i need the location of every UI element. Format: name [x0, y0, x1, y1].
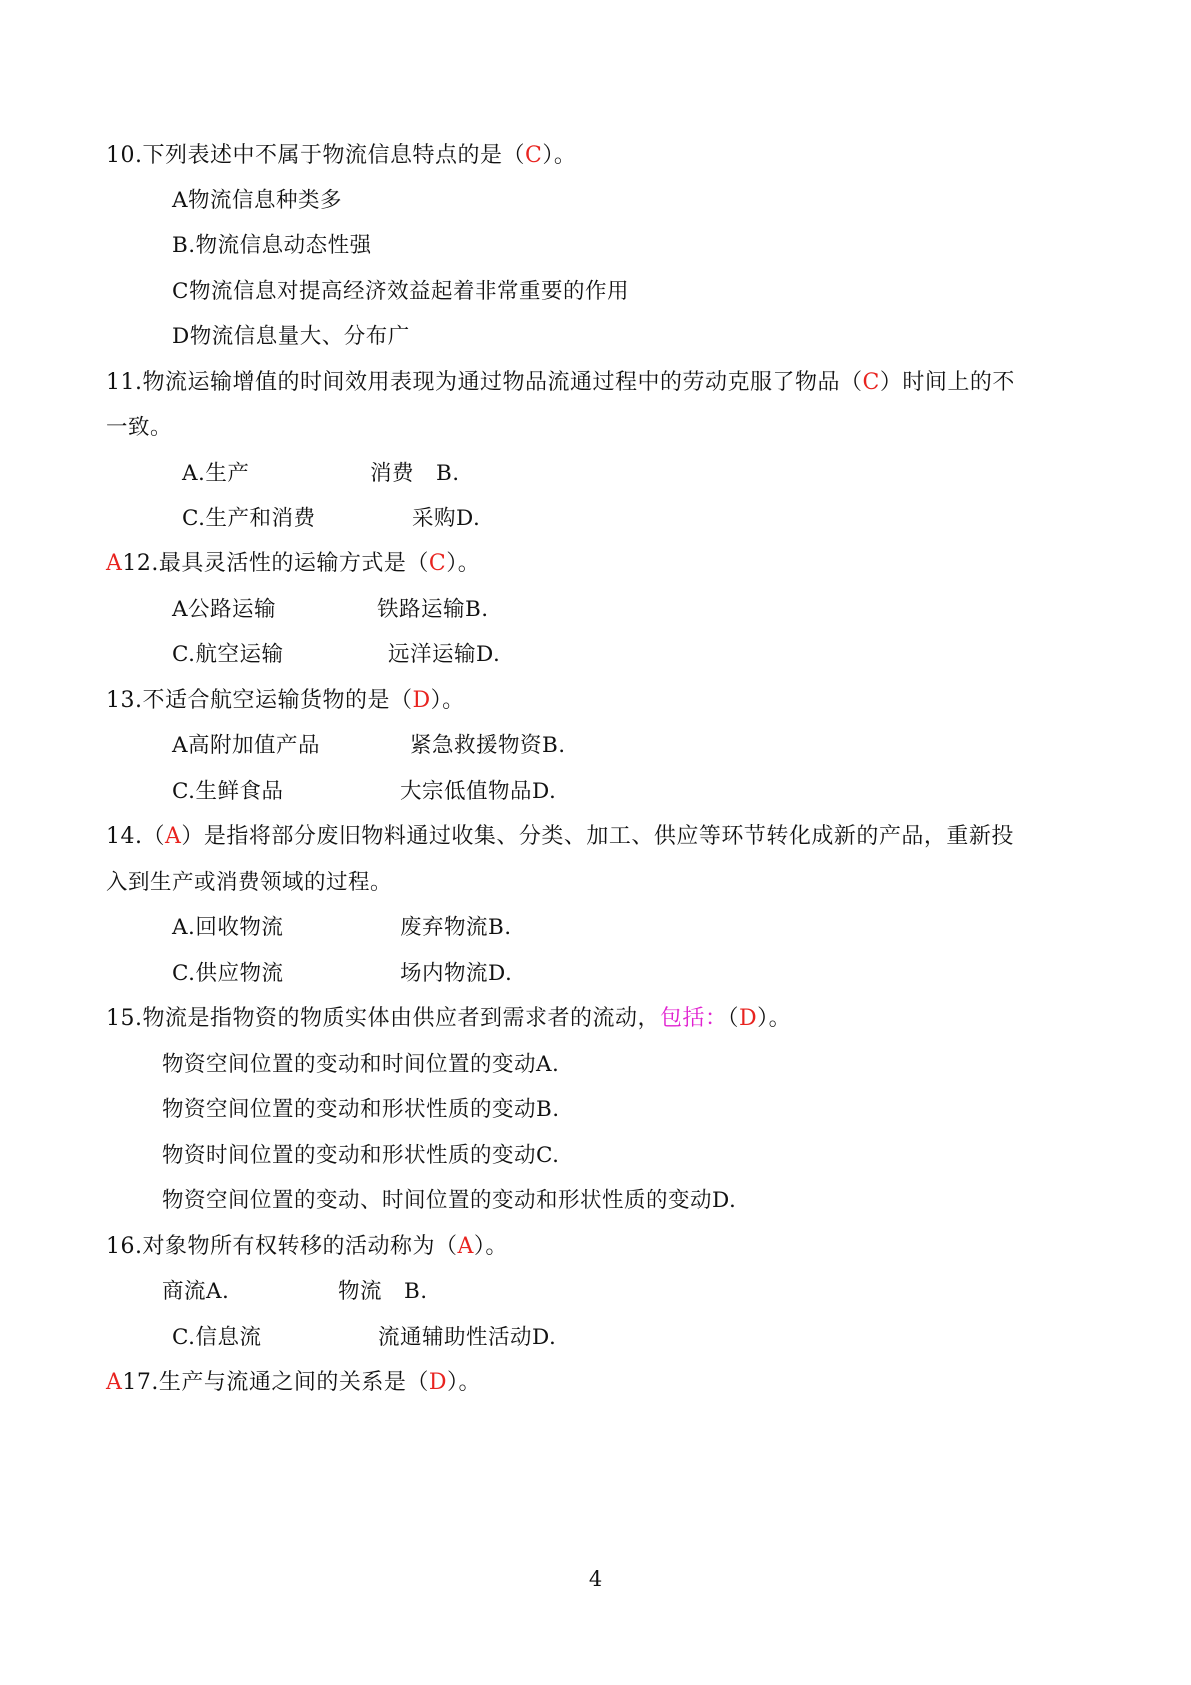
question-11-stem [106, 368, 1015, 398]
q10-option-c: C物流信息对提高经济效益起着非常重要的作用 [172, 279, 629, 304]
option-right: 紧急救援物资B. [410, 733, 566, 758]
question-10-stem [106, 141, 576, 171]
question-text: 10.下列表述中不属于物流信息特点的是（ [106, 143, 525, 168]
question-13-stem [106, 686, 465, 716]
answer-prefix-mark: A [106, 1370, 123, 1395]
option-right: 铁路运输B. [377, 597, 489, 622]
option-right: 流通辅助性活动D. [378, 1325, 557, 1350]
q10-option-b: B.物流信息动态性强 [172, 233, 372, 258]
q10-option-d: D物流信息量大、分布广 [172, 324, 410, 349]
answer-mark: C [428, 551, 447, 576]
answer-mark: D [412, 688, 431, 713]
q11-option-row-1 [182, 459, 460, 489]
q12-option-row-1 [172, 595, 489, 625]
answer-prefix-mark: A [106, 551, 123, 576]
option-left: C.供应物流 [172, 961, 284, 986]
q13-option-row-2 [172, 777, 557, 807]
answer-mark: D [739, 1006, 758, 1031]
question-text-end: ）是指将部分废旧物料通过收集、分类、加工、供应等环节转化成新的产品，重新投 [181, 824, 1014, 849]
option-left: C.信息流 [172, 1325, 262, 1350]
question-text-end: ）时间上的不 [879, 370, 1015, 395]
question-17-stem [106, 1368, 481, 1398]
q12-option-row-2 [172, 640, 501, 670]
answer-mark: A [165, 824, 182, 849]
question-15-stem [106, 1004, 791, 1034]
q15-option-c: 物资时间位置的变动和形状性质的变动C. [162, 1143, 560, 1168]
option-left: A公路运输 [172, 597, 277, 622]
q15-option-d: 物资空间位置的变动、时间位置的变动和形状性质的变动D. [162, 1188, 737, 1213]
question-12-stem [106, 549, 480, 579]
question-text-end: ）。 [446, 551, 481, 576]
answer-mark: D [428, 1370, 448, 1395]
option-right: 远洋运输D. [388, 642, 501, 667]
q14-option-row-1 [172, 913, 512, 943]
q14-option-row-2 [172, 959, 513, 989]
question-text-end: ）。 [447, 1370, 482, 1395]
question-text: 17.生产与流通之间的关系是（ [122, 1370, 429, 1395]
question-text: 15.物流是指物资的物质实体由供应者到需求者的流动， [106, 1006, 660, 1031]
q15-option-b: 物资空间位置的变动和形状性质的变动B. [162, 1097, 560, 1122]
option-right: 大宗低值物品D. [400, 779, 557, 804]
option-right: 场内物流D. [400, 961, 513, 986]
question-text: 16.对象物所有权转移的活动称为（ [106, 1234, 458, 1259]
option-left: A高附加值产品 [172, 733, 321, 758]
option-left: 商流A. [162, 1279, 230, 1304]
option-right: 消费 B. [370, 461, 460, 486]
question-text: 14.（ [106, 824, 165, 849]
question-text-end: ）。 [473, 1234, 508, 1259]
question-text-end: ）。 [430, 688, 465, 713]
q10-option-a: A物流信息种类多 [172, 188, 343, 213]
option-left: C.航空运输 [172, 642, 284, 667]
question-text-end: ）。 [757, 1006, 792, 1031]
option-left: A.回收物流 [172, 915, 284, 940]
option-right: 采购D. [412, 506, 481, 531]
question-text-end: ）。 [542, 143, 577, 168]
q16-option-row-1 [162, 1277, 428, 1307]
question-16-stem [106, 1232, 508, 1262]
option-left: A.生产 [182, 461, 250, 486]
q11-option-row-2 [182, 504, 481, 534]
question-14-stem [106, 822, 1014, 852]
answer-mark: A [457, 1234, 474, 1259]
question-14-stem-continued: 入到生产或消费领域的过程。 [106, 870, 393, 895]
q16-option-row-2 [172, 1323, 557, 1353]
question-11-stem-continued: 一致。 [106, 415, 173, 440]
question-text: 13.不适合航空运输货物的是（ [106, 688, 413, 713]
option-left: C.生鲜食品 [172, 779, 284, 804]
option-left: C.生产和消费 [182, 506, 316, 531]
answer-mark: C [862, 370, 880, 395]
question-text-mid: （ [727, 1006, 740, 1031]
question-text: 11.物流运输增值的时间效用表现为通过物品流通过程中的劳动克服了物品（ [106, 370, 863, 395]
q13-option-row-1 [172, 731, 566, 761]
question-text: 12.最具灵活性的运输方式是（ [122, 551, 429, 576]
q15-option-a: 物资空间位置的变动和时间位置的变动A. [162, 1052, 560, 1077]
page-number: 4 [588, 1567, 603, 1591]
highlighted-text: 包括： [660, 1006, 728, 1031]
option-right: 物流 B. [338, 1279, 428, 1304]
option-right: 废弃物流B. [400, 915, 512, 940]
answer-mark: C [525, 143, 543, 168]
